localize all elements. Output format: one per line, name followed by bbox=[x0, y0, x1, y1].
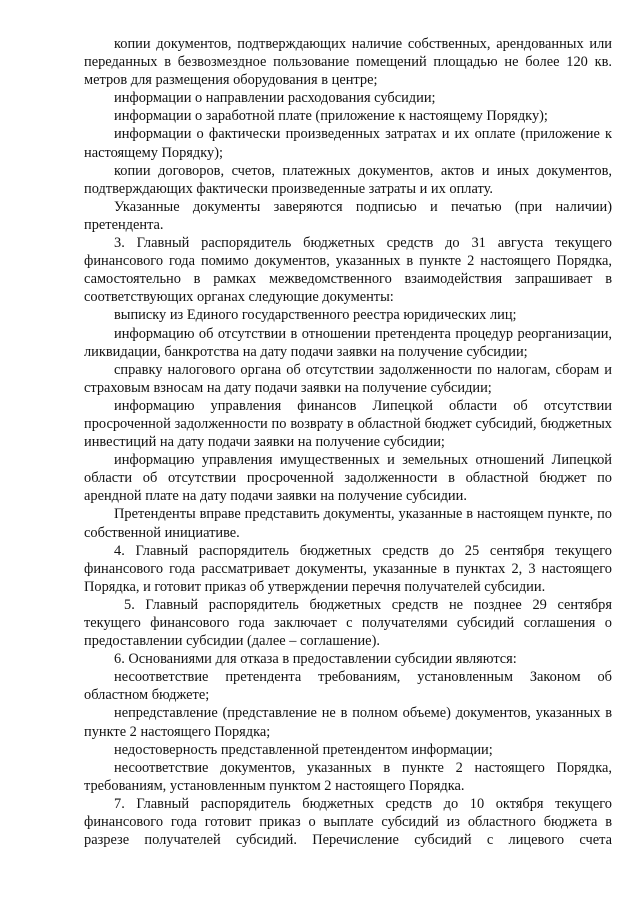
paragraph-registry-extract: выписку из Единого государственного реестра юридических лиц; bbox=[114, 307, 517, 324]
paragraph-property-info: информацию управления имущественных и земельных отношений Липецкой области об отсутствии просроченной задолженности в областной бюджет по арендной плате на дату подачи заявки на получение субсидии. bbox=[84, 452, 612, 505]
paragraph-own-initiative: Претенденты вправе представить документы, указанные в настоящем пункте, по собственной инициативе. bbox=[84, 506, 612, 541]
paragraph-item-4: 4. Главный распорядитель бюджетных средств до 25 сентября текущего финансового года рассматривает документы, указанные в пунктах 2, 3 настоящего Порядка, и готовит приказ об утверждении перечня получателей субсидии. bbox=[84, 542, 612, 595]
paragraph-bankruptcy-info: информацию об отсутствии в отношении претендента процедур реорганизации, ликвидации, банкротства на дату подачи заявки на получение субсидии; bbox=[84, 325, 612, 360]
paragraph-unreliable-info: недостоверность представленной претендентом информации; bbox=[114, 741, 493, 758]
document-body bbox=[84, 35, 612, 849]
paragraph-costs-info: информации о фактически произведенных затратах и их оплате (приложение к настоящему Порядку); bbox=[84, 126, 612, 161]
paragraph-certification: Указанные документы заверяются подписью и печатью (при наличии) претендента. bbox=[84, 198, 612, 233]
paragraph-item-5: 5. Главный распорядитель бюджетных средств не позднее 29 сентября текущего финансового года заключает с получателями субсидий соглашения о предоставлении субсидии (далее – соглашение). bbox=[84, 596, 612, 650]
paragraph-salary-info: информации о заработной плате (приложение к настоящему Порядку); bbox=[114, 108, 548, 125]
paragraph-item-6: 6. Основаниями для отказа в предоставлении субсидии являются: bbox=[114, 651, 517, 668]
paragraph-tax-certificate: справку налогового органа об отсутствии задолженности по налогам, сборам и страховым взносам на дату подачи заявки на получение субсидии; bbox=[84, 361, 612, 396]
paragraph-finance-info: информацию управления финансов Липецкой области об отсутствии просроченной задолженности по возврату в областной бюджет субсидий, бюджетных инвестиций на дату подачи заявки на получение субсидии; bbox=[84, 397, 612, 451]
paragraph-item-3: 3. Главный распорядитель бюджетных средств до 31 августа текущего финансового года помимо документов, указанных в пункте 2 настоящего Порядка, самостоятельно в рамках межведомственного взаимодействия запрашивает в соответствующих органах следующие документы: bbox=[84, 235, 612, 306]
paragraph-item-7: 7. Главный распорядитель бюджетных средств до 10 октября текущего финансового года готовит приказ о выплате субсидий из областного бюджета в разрезе получателей субсидий. Перечисление субсидий с лицевого счета bbox=[84, 795, 612, 849]
paragraph-noncompliance: несоответствие претендента требованиям, установленным Законом об областном бюджете; bbox=[84, 669, 612, 704]
paragraph-document-mismatch: несоответствие документов, указанных в пункте 2 настоящего Порядка, требованиям, установленным пунктом 2 настоящего Порядка. bbox=[84, 759, 612, 794]
paragraph-spending-info: информации о направлении расходования субсидии; bbox=[114, 90, 436, 107]
paragraph-premises-copies: копии документов, подтверждающих наличие собственных, арендованных или переданных в безвозмездное пользование помещений площадью не более 120 кв. метров для размещения оборудования в центре; bbox=[84, 36, 612, 89]
paragraph-nonsubmission: непредставление (представление не в полном объеме) документов, указанных в пункте 2 настоящего Порядка; bbox=[84, 705, 612, 740]
paragraph-contract-copies: копии договоров, счетов, платежных документов, актов и иных документов, подтверждающих фактически произведенные затраты и их оплату. bbox=[84, 162, 612, 197]
